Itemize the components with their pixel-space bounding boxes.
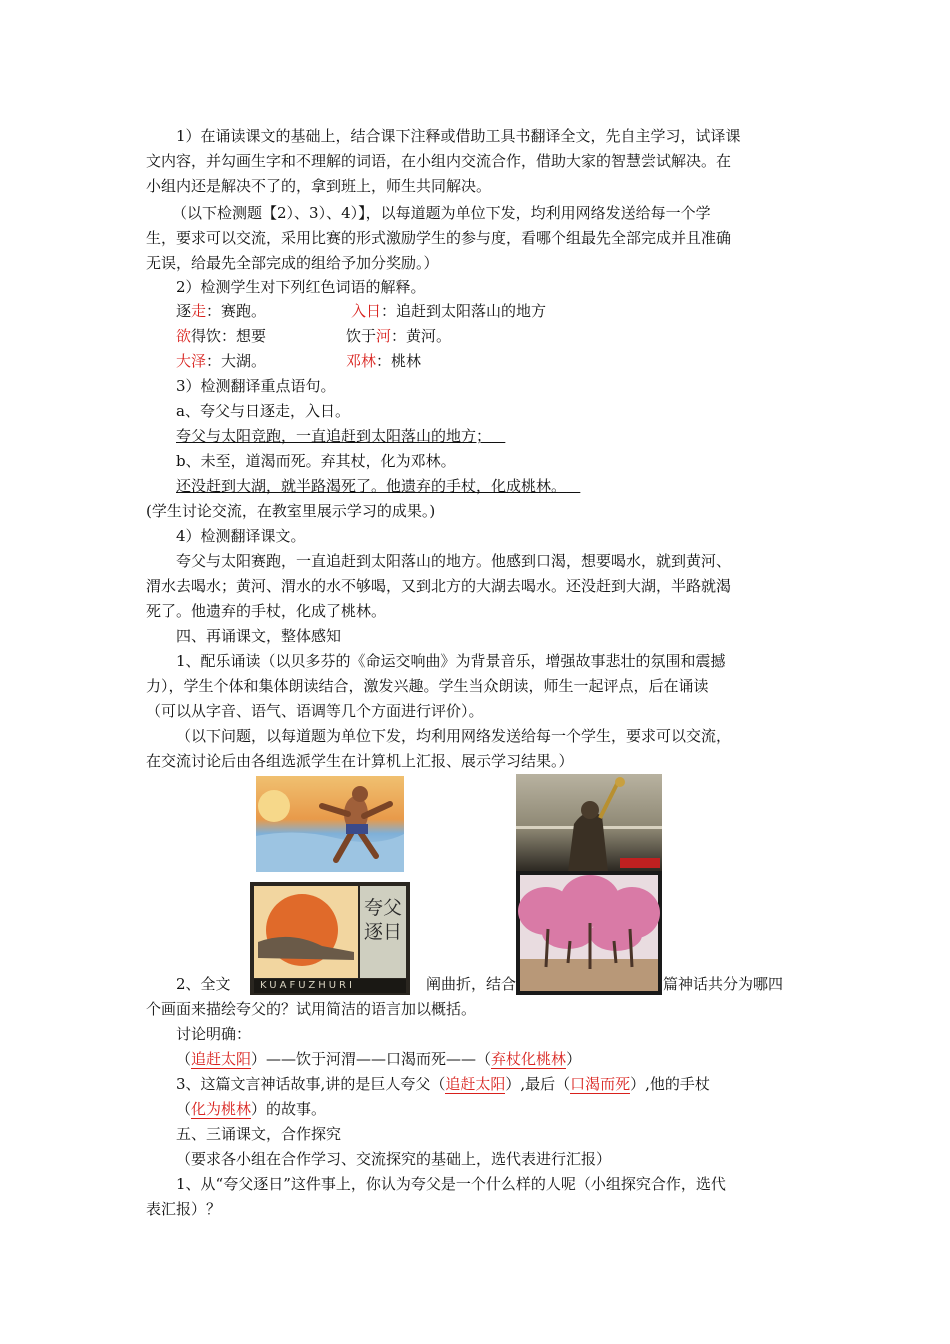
q2-item-denglin: 邓林：桃林 (346, 352, 422, 370)
q2b-part2: 阐曲折，结合 (426, 975, 517, 993)
q2-item-daze: 大泽：大湖。 (176, 352, 267, 370)
q2-item-yu: 欲得饮：想要 (176, 327, 267, 345)
para2-line2: 生，要求可以交流，采用比赛的形式激励学生的参与度，看哪个组最先全部完成并且准确 (146, 229, 732, 247)
q3-title: 3）检测翻译重点语句。 (176, 377, 336, 395)
q4-title: 4）检测翻译课文。 (176, 527, 306, 545)
q2b-part1: 2、全文 (176, 975, 231, 993)
para1-line3: 小组内还是解决不了的，拿到班上，师生共同解决。 (146, 177, 492, 195)
q2b-part3: 篇神话共分为哪四 (663, 975, 784, 993)
section4-title: 四、再诵课文，整体感知 (176, 627, 342, 645)
section5-title: 五、三诵课文，合作探究 (176, 1125, 342, 1143)
q3-sentence-b: b、未至，道渴而死。弃其杖，化为邓林。 (176, 452, 456, 470)
kuafu-running-image (256, 776, 404, 872)
para1-line1: 1）在诵读课文的基础上，结合课下注释或借助工具书翻译全文，先自主学习，试译课 (176, 127, 741, 145)
cover-title: 夸父逐日 (364, 897, 403, 943)
q2-item-riri: 入日：追赶到太阳落山的地方 (351, 302, 547, 320)
s5-note: （要求各小组在合作学习、交流探究的基础上，选代表进行汇报） (176, 1150, 612, 1168)
q3-answer-a: 夸父与太阳竞跑，一直追赶到太阳落山的地方； (176, 427, 492, 445)
q4-line2: 渭水去喝水；黄河、渭水的水不够喝，又到北方的大湖去喝水。还没赶到大湖，半路就渴 (146, 577, 732, 595)
s5-line2: 表汇报）？ (146, 1200, 222, 1218)
kuafu-book-cover-image (250, 882, 410, 995)
s4-note1: （以下问题，以每道题为单位下发，均利用网络发送给每一个学生，要求可以交流， (176, 727, 732, 745)
q2b-line2: 个画面来描绘夸父的？试用简洁的语言加以概括。 (146, 1000, 477, 1018)
peach-grove-image (516, 871, 662, 995)
q4-line1: 夸父与太阳赛跑，一直追赶到太阳落山的地方。他感到口渴，想要喝水，就到黄河、 (176, 552, 732, 570)
cover-pinyin: KUAFUZHURI (260, 980, 355, 991)
q2-item-he: 饮于河：黄河。 (346, 327, 452, 345)
q3-answer-b: 还没赶到大湖，就半路渴死了。他遗弃的手杖，化成桃林。 (176, 477, 567, 495)
kuafu-statue-image (516, 774, 662, 872)
s5-line1: 1、从“夸父逐日”这件事上，你认为夸父是一个什么样的人呢（小组探究合作，选代 (176, 1175, 726, 1193)
q2-item-zouzou: 逐走：赛跑。 (176, 302, 267, 320)
q3-sentence-a: a、夸父与日逐走，入日。 (176, 402, 350, 420)
q3-note: (学生讨论交流，在教室里展示学习的成果。) (146, 502, 436, 520)
para2-line1: （以下检测题【2）、3）、4）】，以每道题为单位下发，均利用网络发送给每一个学 (172, 204, 711, 222)
s4-line1: 1、配乐诵读（以贝多芬的《命运交响曲》为背景音乐，增强故事悲壮的氛围和震撼 (176, 652, 726, 670)
para2-line3: 无误，给最先全部完成的组给予加分奖励。） (146, 254, 439, 272)
s4-note2: 在交流讨论后由各组选派学生在计算机上汇报、展示学习结果。） (146, 752, 574, 770)
q3b-line2: （化为桃林）的故事。 (176, 1100, 327, 1118)
s4-line3: （可以从字音、语气、语调等几个方面进行评价）。 (146, 702, 484, 720)
discuss-answer: （追赶太阳）——饮于河渭——口渴而死——（弃杖化桃林） (176, 1050, 582, 1068)
para1-line2: 文内容，并勾画生字和不理解的词语，在小组内交流合作，借助大家的智慧尝试解决。在 (146, 152, 732, 170)
q3b-line1: 3、这篇文言神话故事,讲的是巨人夸父（追赶太阳）,最后（口渴而死）,他的手杖 (176, 1075, 710, 1093)
s4-line2: 力），学生个体和集体朗读结合，激发兴趣。学生当众朗读，师生一起评点，后在诵读 (146, 677, 709, 695)
q4-line3: 死了。他遗弃的手杖，化成了桃林。 (146, 602, 387, 620)
q2-title: 2）检测学生对下列红色词语的解释。 (176, 278, 426, 296)
discuss-label: 讨论明确： (176, 1025, 252, 1043)
